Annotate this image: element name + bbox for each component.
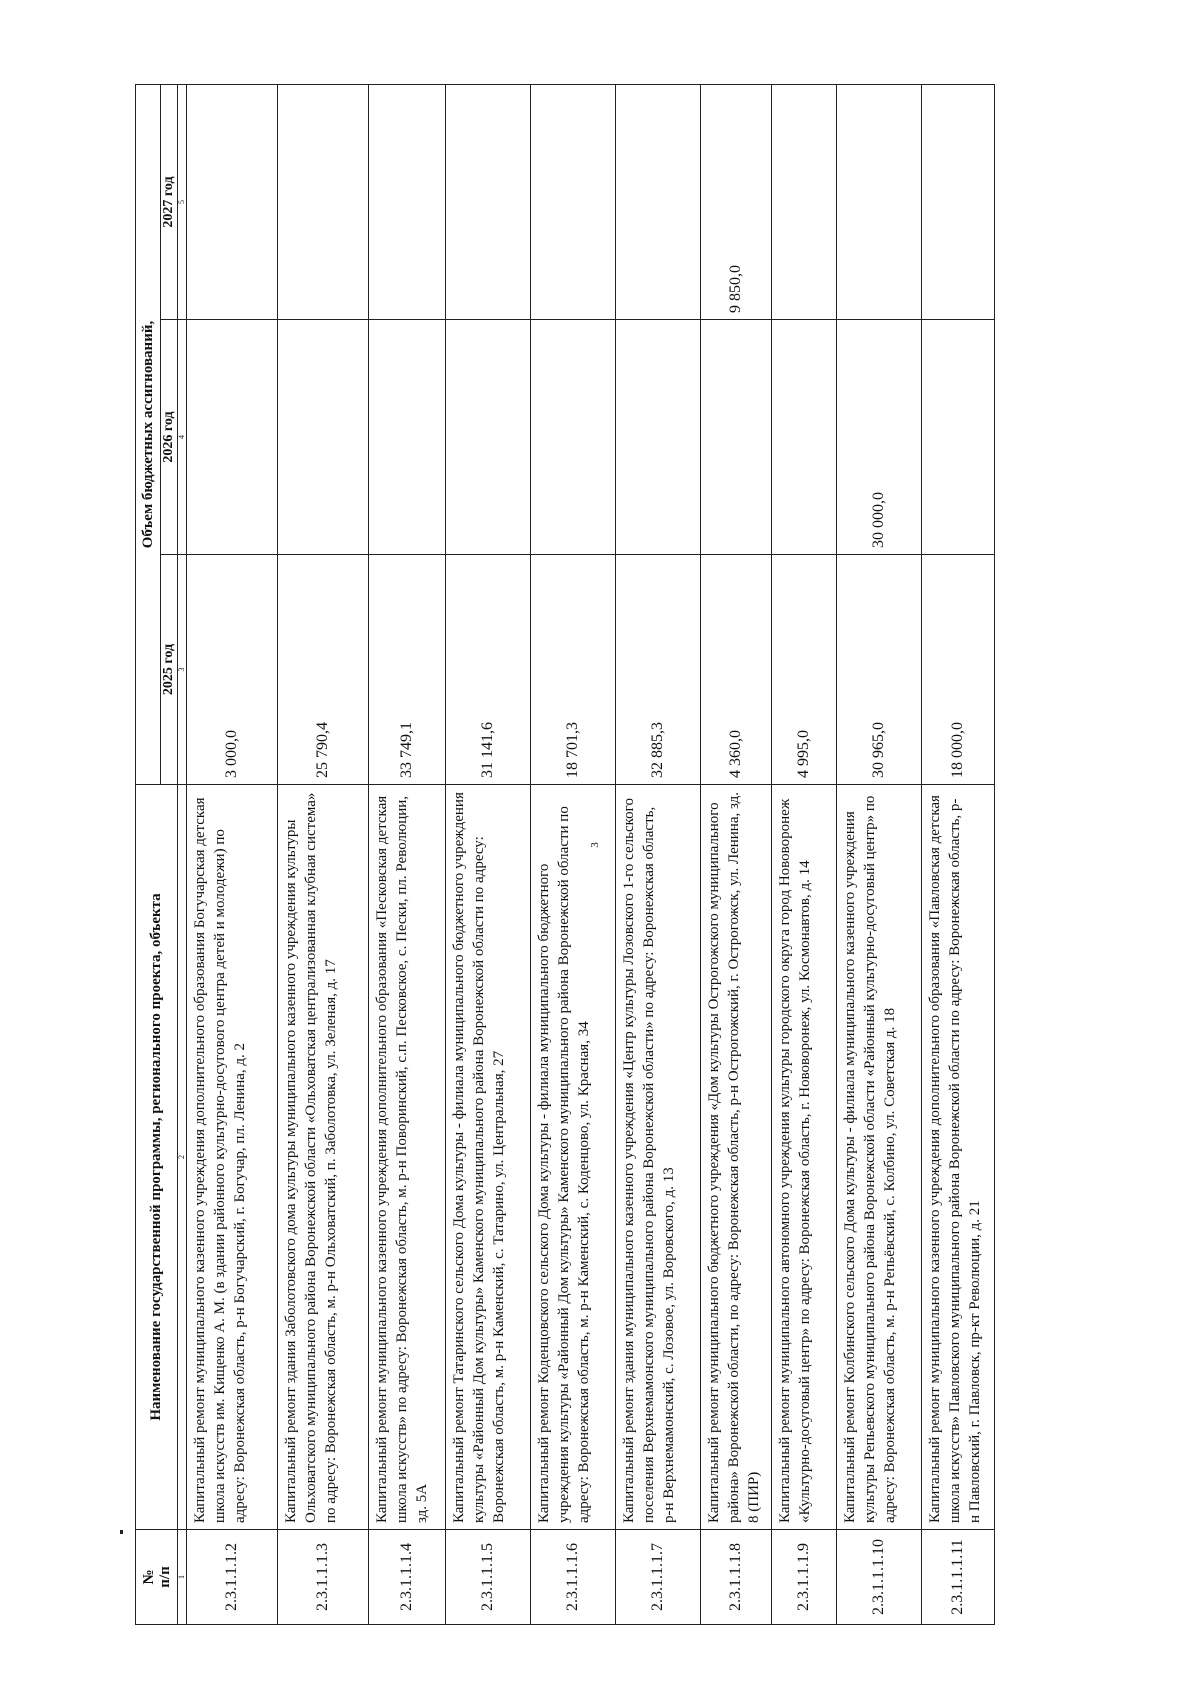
row-number: 2.3.1.1.1.6 (531, 1530, 616, 1625)
page-number: 3 (589, 842, 601, 848)
value-2026 (772, 320, 837, 555)
value-2026: 30 000,0 (837, 320, 922, 555)
row-number: 2.3.1.1.1.7 (616, 1530, 701, 1625)
table-row (772, 85, 837, 1625)
value-2025: 18 000,0 (922, 555, 995, 785)
value-2025: 4 995,0 (772, 555, 837, 785)
value-2025: 25 790,4 (278, 555, 369, 785)
budget-table (135, 84, 995, 1625)
value-2026 (446, 320, 531, 555)
value-2027 (446, 85, 531, 320)
header-num: № п/п (136, 1530, 178, 1625)
row-name: Капитальный ремонт муниципального бюджетного учреждения «Дом культуры Острогожского муниципального района» Воронежской области, по адресу: Воронежская область, р-н Острогожский, г. Острогожск, ул. Ленина, зд. 8 (ПИР) (701, 785, 772, 1530)
row-number: 2.3.1.1.1.2 (187, 1530, 278, 1625)
value-2027 (187, 85, 278, 320)
col-index-2: 2 (178, 785, 187, 1530)
header-volume: Объем бюджетных ассигнований, (136, 85, 161, 785)
row-name: Капитальный ремонт Коденцовского сельского Дома культуры - филиала муниципального бюджетного учреждения культуры «Районный Дом культуры» Каменского муниципального района Воронежской области по адресу: Воронежская область, м. р-н Каменский, с. Коденцово, ул. Красная, 34 (531, 785, 616, 1530)
row-number: 2.3.1.1.1.11 (922, 1530, 995, 1625)
value-2025: 18 701,3 (531, 555, 616, 785)
value-2025: 32 885,3 (616, 555, 701, 785)
table-row (531, 85, 616, 1625)
header-name: Наименование государственной программы, регионального проекта, объекта (136, 785, 178, 1530)
row-name: Капитальный ремонт здания муниципального казенного учреждения «Центр культуры Лозовского 1-го сельского поселения Верхнемамонского муниципального района Воронежской области» по адресу: Воронежская область, р-н Верхнемамонский, с. Лозовое, ул. Воровского, д. 13 (616, 785, 701, 1530)
table-row (837, 85, 922, 1625)
value-2026 (278, 320, 369, 555)
col-index-1: 1 (178, 1530, 187, 1625)
value-2027: 9 850,0 (701, 85, 772, 320)
header-2027: 2027 год (161, 85, 178, 320)
value-2026 (922, 320, 995, 555)
row-name: Капитальный ремонт Татаринского сельского Дома культуры - филиала муниципального бюджетного учреждения культуры «Районный Дом культуры» Каменского муниципального района Воронежской области по адресу: Воронежская область, м. р-н Каменский, с. Татарино, ул. Центральная, 27 (446, 785, 531, 1530)
value-2025: 31 141,6 (446, 555, 531, 785)
value-2026 (187, 320, 278, 555)
table-row (278, 85, 369, 1625)
value-2027 (772, 85, 837, 320)
value-2027 (837, 85, 922, 320)
col-index-3: 3 (178, 555, 187, 785)
value-2026 (701, 320, 772, 555)
table-row (922, 85, 995, 1625)
value-2027 (531, 85, 616, 320)
table-row (616, 85, 701, 1625)
table-row (187, 85, 278, 1625)
value-2026 (369, 320, 446, 555)
value-2025: 3 000,0 (187, 555, 278, 785)
table-row (446, 85, 531, 1625)
row-number: 2.3.1.1.1.8 (701, 1530, 772, 1625)
col-index-4: 4 (178, 320, 187, 555)
value-2025: 30 965,0 (837, 555, 922, 785)
header-2025: 2025 год (161, 555, 178, 785)
header-2026: 2026 год (161, 320, 178, 555)
value-2025: 33 749,1 (369, 555, 446, 785)
row-number: 2.3.1.1.1.5 (446, 1530, 531, 1625)
value-2026 (531, 320, 616, 555)
table-row (369, 85, 446, 1625)
row-number: 2.3.1.1.1.9 (772, 1530, 837, 1625)
row-name: Капитальный ремонт здания Заболотовского дома культуры муниципального казенного учреждения культуры Ольховатского муниципального района Воронежской области «Ольховатская централизованная клубная система» по адресу: Воронежская область, м. р-н Ольховатский, п. Заболотовка, ул. Зеленая, д. 17 (278, 785, 369, 1530)
value-2025: 4 360,0 (701, 555, 772, 785)
value-2027 (922, 85, 995, 320)
row-name: Капитальный ремонт муниципального казенного учреждения дополнительного образования «Павловская детская школа искусств» Павловского муниципального района Воронежской области по адресу: Воронежская область, р-н Павловский, г. Павловск, пр-кт Революции, д. 21 (922, 785, 995, 1530)
row-name: Капитальный ремонт муниципального автономного учреждения культуры городского округа город Нововоронеж «Культурно-досуговый центр» по адресу: Воронежская область, г. Нововоронеж, ул. Космонавтов, д. 14 (772, 785, 837, 1530)
table-row (701, 85, 772, 1625)
value-2027 (278, 85, 369, 320)
col-index-5: 5 (178, 85, 187, 320)
row-name: Капитальный ремонт муниципального казенного учреждения дополнительного образования Богучарская детская школа искусств им. Кищенко А. М. (в здании районного культурно-досугового центра детей и молодежи) по адресу: Воронежская область, р-н Богучарский, г. Богучар, пл. Ленина, д. 2 (187, 785, 278, 1530)
value-2027 (616, 85, 701, 320)
rotated-table-wrapper (135, 85, 1015, 1625)
value-2026 (616, 320, 701, 555)
row-name: Капитальный ремонт муниципального казенного учреждения дополнительного образования «Песковская детская школа искусств» по адресу: Воронежская область, м. р-н Поворинский, с.п. Песковское, с. Пески, пл. Революции, зд. 5А (369, 785, 446, 1530)
row-number: 2.3.1.1.1.10 (837, 1530, 922, 1625)
row-name: Капитальный ремонт Колбинского сельского Дома культуры - филиала муниципального казенного учреждения культуры Репьевского муниципального района Воронежской области «Районный культурно-досуговый центр» по адресу: Воронежская область, м. р-н Репьёвский, с. Колбино, ул. Советская д. 18 (837, 785, 922, 1530)
row-number: 2.3.1.1.1.4 (369, 1530, 446, 1625)
value-2027 (369, 85, 446, 320)
row-number: 2.3.1.1.1.3 (278, 1530, 369, 1625)
